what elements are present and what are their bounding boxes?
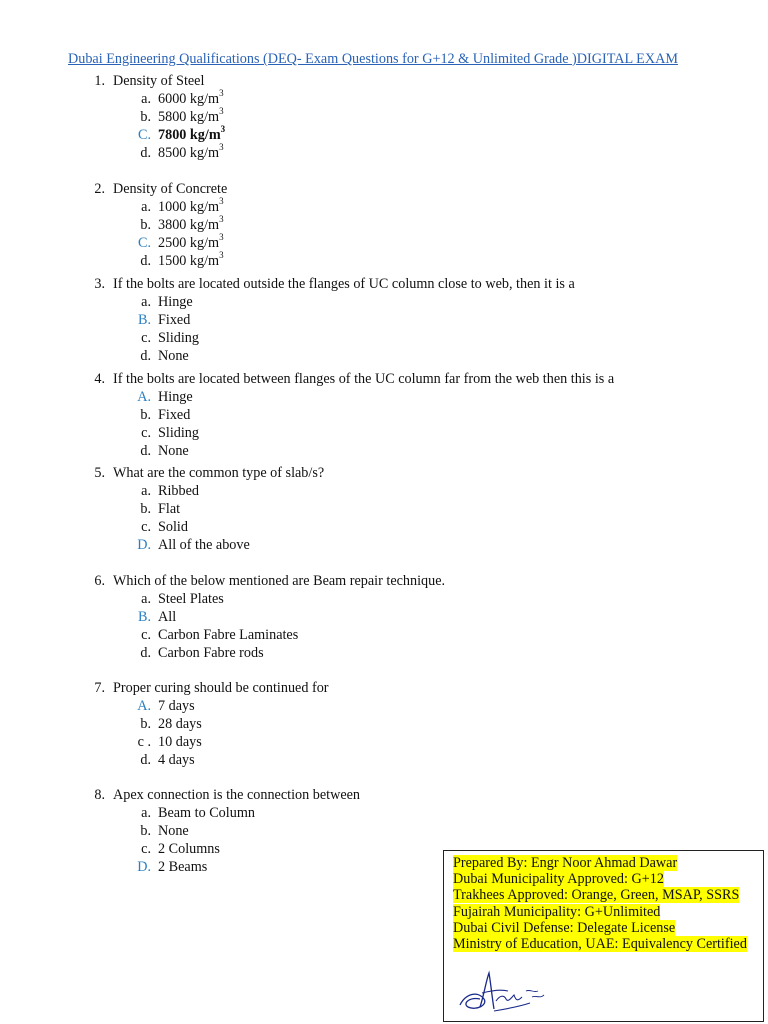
option-label: 1500 kg/m [158, 252, 220, 269]
option-label: Sliding [158, 329, 199, 346]
credit-line [453, 887, 747, 903]
question-number: 6. [94, 573, 105, 589]
option-label: Beam to Column [158, 805, 255, 821]
option-text [158, 348, 189, 366]
option-letter: b. [140, 500, 151, 517]
option-superscript: 3 [219, 232, 224, 243]
option-text [158, 698, 195, 716]
option-label: All [158, 608, 177, 625]
option-label: 10 days [158, 733, 202, 750]
question-text: What are the common type of slab/s? [113, 465, 325, 481]
credit-line-text: Dubai Municipality Approved: G+12 [453, 871, 664, 888]
option-label: None [158, 442, 189, 459]
option-text [158, 425, 199, 443]
option-label: 7 days [158, 698, 195, 714]
option-letter: b. [140, 406, 151, 423]
question-number: 2. [94, 181, 105, 197]
credit-line [453, 936, 747, 952]
option-text [158, 805, 255, 823]
option-text [158, 443, 189, 461]
question-number: 4. [94, 371, 105, 387]
credits-text [453, 855, 747, 952]
option-letter: C. [137, 234, 151, 251]
question-text: Density of Steel [113, 73, 205, 89]
option-text [158, 196, 224, 217]
option-text [158, 859, 207, 877]
option-letter: c. [141, 518, 151, 535]
option-label: Carbon Fabre rods [158, 644, 264, 661]
option-label: Fixed [158, 311, 191, 328]
option-text [158, 734, 202, 752]
credit-line-text: Trakhees Approved: Orange, Green, MSAP, SSRS [453, 887, 740, 904]
question-text: If the bolts are located between flanges of the UC column far from the web then this is a [113, 371, 615, 387]
credit-line [453, 920, 747, 936]
question-text: Which of the below mentioned are Beam repair technique. [113, 573, 446, 589]
question-text: Proper curing should be continued for [113, 680, 329, 696]
option-letter: a. [141, 483, 151, 499]
credit-line-text: Ministry of Education, UAE: Equivalency Certified [453, 936, 747, 953]
option-letter: d. [140, 442, 151, 459]
option-superscript: 3 [219, 88, 224, 99]
question-text: Density of Concrete [113, 181, 228, 197]
option-text [158, 823, 189, 841]
document-title-link[interactable]: Dubai Engineering Qualifications (DEQ- Exam Questions for G+12 & Unlimited Grade )DIGITAL EXAM [68, 51, 678, 67]
credit-line-text: Fujairah Municipality: G+Unlimited [453, 903, 661, 920]
option-letter: D. [137, 858, 151, 875]
option-letter: c. [141, 424, 151, 441]
option-label: Steel Plates [158, 591, 224, 607]
credit-line-text: Dubai Civil Defense: Delegate License [453, 919, 676, 936]
option-text [158, 519, 188, 537]
option-text [158, 752, 195, 770]
option-label: Hinge [158, 294, 193, 310]
option-text [158, 214, 224, 235]
option-letter: d. [140, 644, 151, 661]
option-text [158, 501, 180, 519]
option-text [158, 249, 224, 271]
option-text [158, 645, 264, 663]
option-text [158, 716, 202, 734]
option-label: 2500 kg/m [158, 234, 220, 251]
question-number: 3. [94, 276, 105, 292]
option-text [158, 294, 193, 312]
option-text [158, 483, 199, 501]
option-letter: a. [141, 91, 151, 107]
question-number: 1. [94, 73, 105, 89]
option-text [158, 106, 224, 127]
option-label: 7800 kg/m [158, 126, 221, 143]
option-label: 5800 kg/m [158, 108, 220, 125]
option-superscript: 3 [220, 124, 226, 135]
question-number: 7. [94, 680, 105, 696]
option-label: 28 days [158, 715, 202, 732]
option-label: Carbon Fabre Laminates [158, 626, 299, 643]
option-label: Fixed [158, 406, 191, 423]
option-letter: d. [140, 347, 151, 364]
option-label: None [158, 347, 189, 364]
option-letter: c. [141, 840, 151, 857]
option-letter: d. [140, 252, 151, 269]
option-label: Hinge [158, 389, 193, 405]
question-text: If the bolts are located outside the flanges of UC column close to web, then it is a [113, 276, 575, 292]
option-letter: d. [140, 144, 151, 161]
option-text [158, 609, 176, 627]
option-text [158, 407, 190, 425]
option-letter: D. [137, 536, 151, 553]
question-number: 8. [94, 787, 105, 803]
option-superscript: 3 [219, 106, 224, 117]
option-letter: b. [140, 108, 151, 125]
option-letter: A. [137, 389, 151, 405]
option-label: 4 days [158, 751, 195, 768]
option-superscript: 3 [219, 141, 224, 152]
option-label: Flat [158, 500, 181, 517]
option-letter: a. [141, 294, 151, 310]
option-letter: c. [141, 329, 151, 346]
option-label: 1000 kg/m [158, 199, 220, 215]
credit-line [453, 871, 747, 887]
option-label: 2 Beams [158, 858, 208, 875]
option-letter: c. [141, 626, 151, 643]
option-letter: a. [141, 805, 151, 821]
option-text [158, 841, 220, 859]
option-letter: b. [140, 216, 151, 233]
option-label: None [158, 822, 189, 839]
option-text [158, 232, 224, 253]
option-superscript: 3 [219, 214, 224, 225]
option-letter: A. [137, 698, 151, 714]
option-letter: b. [140, 715, 151, 732]
option-text [158, 124, 226, 145]
option-label: 2 Columns [158, 840, 220, 857]
option-letter: B. [137, 311, 151, 328]
option-letter: C. [137, 126, 151, 143]
option-superscript: 3 [219, 249, 224, 260]
option-label: 3800 kg/m [158, 216, 220, 233]
option-label: Solid [158, 518, 188, 535]
option-label: Ribbed [158, 483, 199, 499]
question-number: 5. [94, 465, 105, 481]
option-letter: c . [137, 733, 151, 750]
credit-line-text: Prepared By: Engr Noor Ahmad Dawar [453, 855, 678, 871]
signature-image [456, 967, 548, 1017]
option-text [158, 537, 250, 555]
option-letter: a. [141, 591, 151, 607]
option-letter: d. [140, 751, 151, 768]
option-text [158, 141, 224, 163]
option-letter: b. [140, 822, 151, 839]
credit-line [453, 855, 747, 871]
credits-box [443, 850, 764, 1022]
question-text: Apex connection is the connection between [113, 787, 361, 803]
option-text [158, 627, 298, 645]
option-label: 6000 kg/m [158, 91, 220, 107]
option-text [158, 330, 199, 348]
option-label: All of the above [158, 536, 250, 553]
option-text [158, 88, 224, 109]
option-text [158, 591, 224, 609]
option-label: Sliding [158, 424, 199, 441]
credit-line [453, 904, 747, 920]
option-letter: a. [141, 199, 151, 215]
option-label: 8500 kg/m [158, 144, 220, 161]
option-text [158, 312, 190, 330]
option-text [158, 389, 193, 407]
option-letter: B. [137, 608, 151, 625]
option-superscript: 3 [219, 196, 224, 207]
